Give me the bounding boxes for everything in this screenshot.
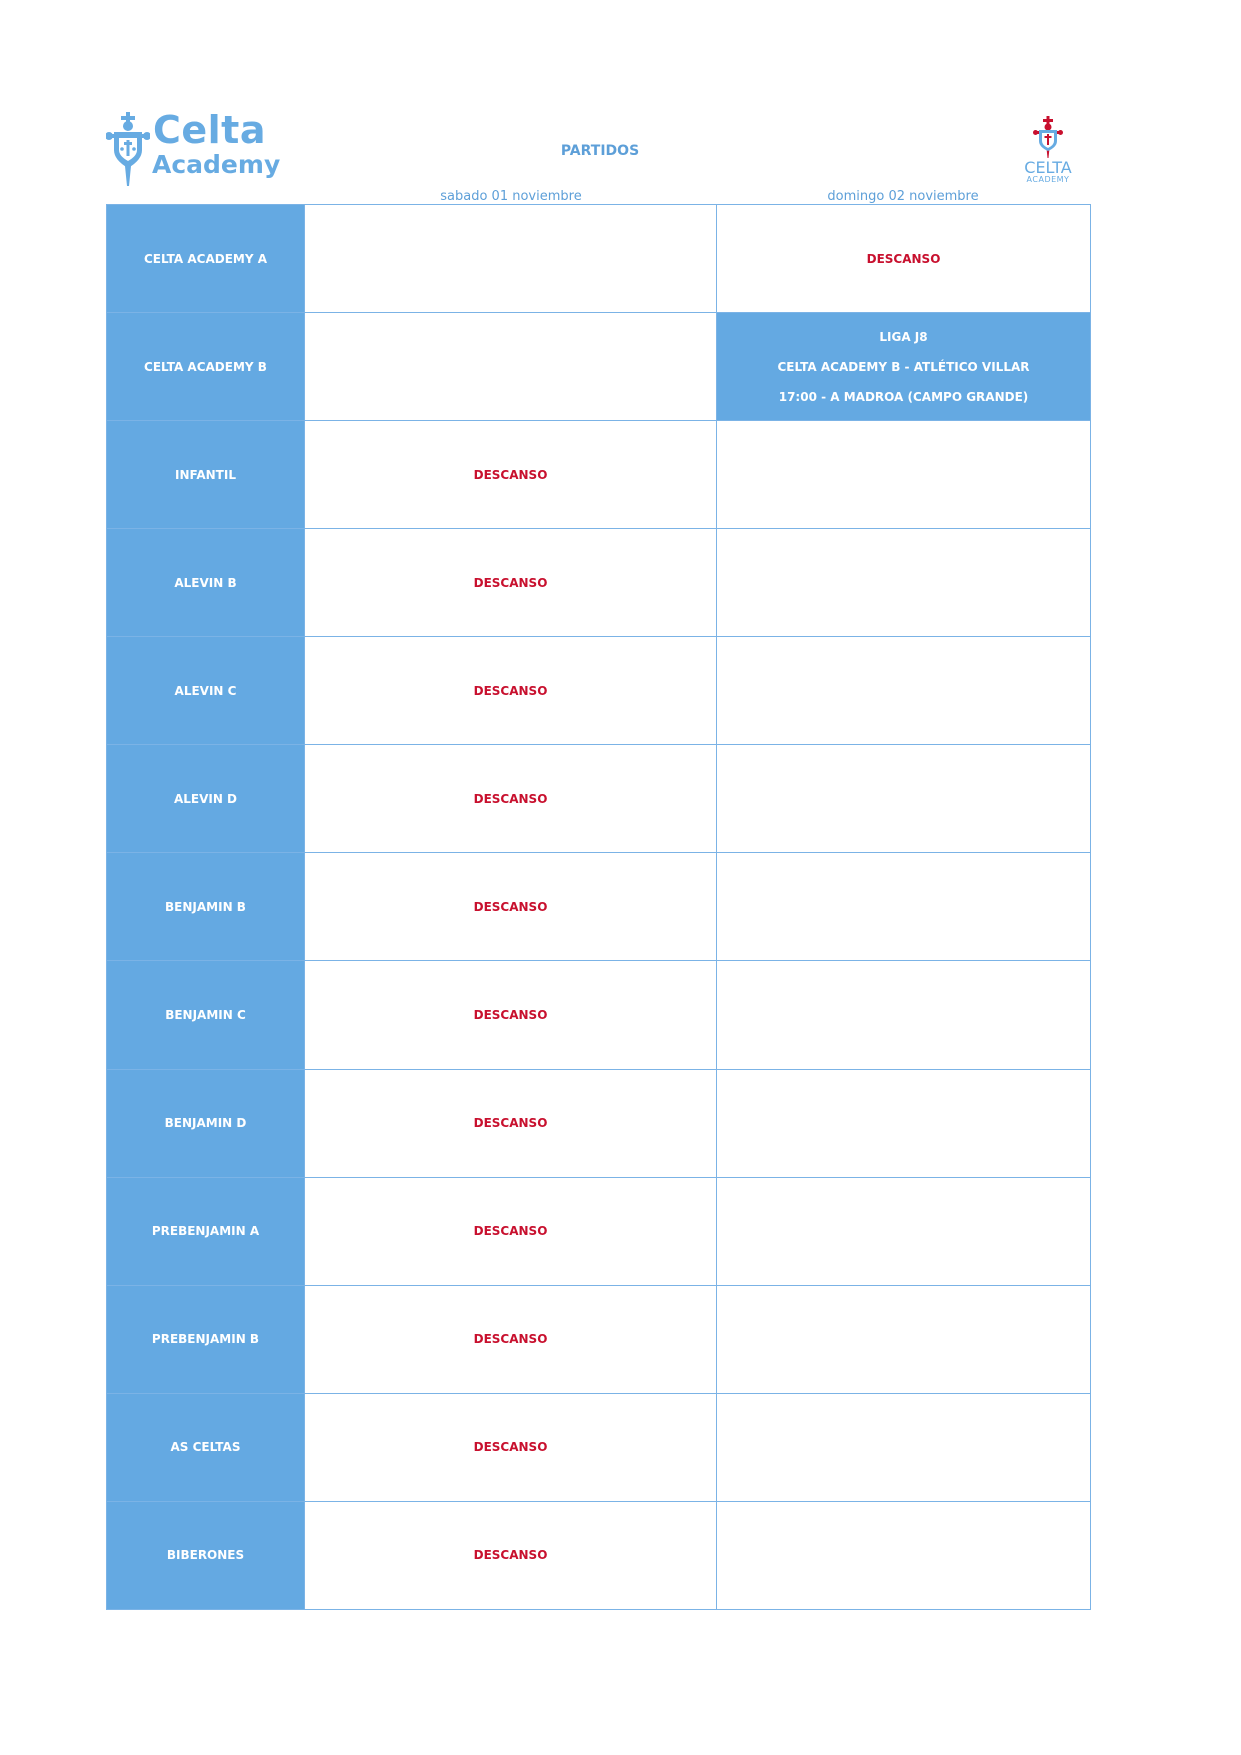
celta-crest-icon bbox=[106, 112, 150, 186]
table-row bbox=[107, 529, 1091, 637]
saturday-cell: DESCANSO bbox=[305, 1285, 717, 1393]
match-time-venue: 17:00 - A MADROA (CAMPO GRANDE) bbox=[778, 389, 1029, 404]
logo-left-word-celta: Celta bbox=[153, 108, 266, 152]
sunday-cell bbox=[717, 1177, 1091, 1285]
table-row bbox=[107, 961, 1091, 1069]
sunday-cell bbox=[717, 1285, 1091, 1393]
sunday-cell bbox=[717, 1501, 1091, 1609]
match-competition: LIGA J8 bbox=[879, 329, 928, 344]
table-row bbox=[107, 1177, 1091, 1285]
table-row bbox=[107, 1069, 1091, 1177]
saturday-cell bbox=[305, 313, 717, 421]
table-row bbox=[107, 205, 1091, 313]
table-row bbox=[107, 1393, 1091, 1501]
team-name: BIBERONES bbox=[107, 1501, 305, 1609]
saturday-cell: DESCANSO bbox=[305, 637, 717, 745]
saturday-cell: DESCANSO bbox=[305, 853, 717, 961]
sunday-cell: DESCANSO bbox=[717, 205, 1091, 313]
logo-right-word-celta: CELTA bbox=[1024, 158, 1072, 177]
schedule-table bbox=[106, 204, 1091, 1610]
day-header-sunday: domingo 02 noviembre bbox=[827, 189, 979, 204]
saturday-cell: DESCANSO bbox=[305, 1393, 717, 1501]
sunday-cell bbox=[717, 745, 1091, 853]
sunday-cell bbox=[717, 1069, 1091, 1177]
sunday-cell bbox=[717, 1393, 1091, 1501]
saturday-cell: DESCANSO bbox=[305, 745, 717, 853]
day-header-saturday: sabado 01 noviembre bbox=[440, 189, 582, 204]
celta-academy-logo bbox=[106, 108, 281, 186]
team-name: INFANTIL bbox=[107, 421, 305, 529]
saturday-cell: DESCANSO bbox=[305, 421, 717, 529]
saturday-cell: DESCANSO bbox=[305, 1177, 717, 1285]
saturday-cell: DESCANSO bbox=[305, 1501, 717, 1609]
team-name: BENJAMIN B bbox=[107, 853, 305, 961]
saturday-cell: DESCANSO bbox=[305, 1069, 717, 1177]
sunday-cell bbox=[717, 421, 1091, 529]
logo-left-word-academy: Academy bbox=[152, 150, 281, 179]
page-title: PARTIDOS bbox=[560, 143, 640, 159]
table-row bbox=[107, 745, 1091, 853]
team-name: ALEVIN C bbox=[107, 637, 305, 745]
sunday-match-cell bbox=[717, 313, 1091, 421]
sunday-cell bbox=[717, 853, 1091, 961]
celta-academy-small-logo bbox=[1018, 116, 1078, 188]
team-name: PREBENJAMIN A bbox=[107, 1177, 305, 1285]
team-name: ALEVIN D bbox=[107, 745, 305, 853]
team-name: AS CELTAS bbox=[107, 1393, 305, 1501]
saturday-cell: DESCANSO bbox=[305, 529, 717, 637]
saturday-cell: DESCANSO bbox=[305, 961, 717, 1069]
match-teams: CELTA ACADEMY B - ATLÉTICO VILLAR bbox=[777, 359, 1030, 374]
table-row bbox=[107, 637, 1091, 745]
team-name: CELTA ACADEMY B bbox=[107, 313, 305, 421]
sunday-cell bbox=[717, 637, 1091, 745]
team-name: BENJAMIN C bbox=[107, 961, 305, 1069]
team-name: PREBENJAMIN B bbox=[107, 1285, 305, 1393]
sunday-cell bbox=[717, 529, 1091, 637]
table-row bbox=[107, 853, 1091, 961]
table-row bbox=[107, 1501, 1091, 1609]
logo-right-word-academy: ACADEMY bbox=[1026, 175, 1070, 184]
celta-crest-icon bbox=[1033, 116, 1063, 158]
table-row bbox=[107, 313, 1091, 421]
team-name: BENJAMIN D bbox=[107, 1069, 305, 1177]
table-row bbox=[107, 1285, 1091, 1393]
table-row bbox=[107, 421, 1091, 529]
team-name: ALEVIN B bbox=[107, 529, 305, 637]
team-name: CELTA ACADEMY A bbox=[107, 205, 305, 313]
sunday-cell bbox=[717, 961, 1091, 1069]
saturday-cell bbox=[305, 205, 717, 313]
